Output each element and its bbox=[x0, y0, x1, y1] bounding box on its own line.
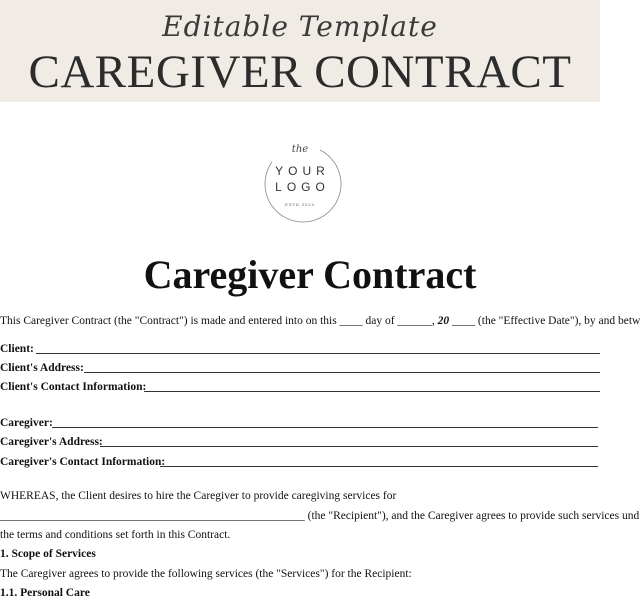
caregiver-address-label: Caregiver's Address: bbox=[0, 436, 103, 448]
whereas-line-1: WHEREAS, the Client desires to hire the Caregiver to provide caregiving services for bbox=[0, 490, 397, 502]
document-title: Caregiver Contract bbox=[143, 252, 477, 297]
logo-small: ESTD 2024 bbox=[285, 202, 315, 207]
header-banner bbox=[0, 0, 600, 102]
logo-line1: YOUR bbox=[275, 164, 330, 178]
banner-subtitle: Editable Template bbox=[162, 10, 438, 43]
intro-paragraph bbox=[0, 314, 640, 328]
intro-text-1: This Caregiver Contract (the "Contract") is made and entered into on this ____ day of ______, bbox=[0, 315, 435, 327]
caregiver-label: Caregiver: bbox=[0, 417, 53, 429]
client-contact-label: Client's Contact Information: bbox=[0, 381, 147, 393]
client-field[interactable] bbox=[36, 353, 600, 354]
section-1-heading: 1. Scope of Services bbox=[0, 548, 96, 560]
intro-text-2: ____ (the "Effective Date"), by and betw bbox=[449, 315, 640, 327]
caregiver-contact-label: Caregiver's Contact Information: bbox=[0, 456, 166, 468]
logo bbox=[258, 140, 342, 224]
whereas-line-2-text: (the "Recipient"), and the Caregiver agrees to provide such services und bbox=[304, 510, 640, 522]
client-address-label: Client's Address: bbox=[0, 362, 84, 374]
logo-line2: LOGO bbox=[275, 180, 330, 194]
section-1-text: The Caregiver agrees to provide the following services (the "Services") for the Recipient: bbox=[0, 568, 412, 580]
caregiver-address-field[interactable] bbox=[100, 446, 598, 447]
whereas-line-3: the terms and conditions set forth in this Contract. bbox=[0, 529, 231, 541]
caregiver-field[interactable] bbox=[52, 427, 598, 428]
logo-the: the bbox=[291, 144, 309, 155]
client-contact-field[interactable] bbox=[144, 391, 600, 392]
client-address-field[interactable] bbox=[84, 372, 600, 373]
banner-title: CAREGIVER CONTRACT bbox=[28, 46, 572, 98]
whereas-line-2 bbox=[0, 509, 639, 523]
section-1-1-heading: 1.1. Personal Care bbox=[0, 587, 90, 599]
client-label: Client: bbox=[0, 343, 34, 355]
intro-year: 20 bbox=[434, 315, 450, 327]
recipient-blank[interactable]: _____________________________________________________ bbox=[0, 510, 305, 522]
caregiver-contact-field[interactable] bbox=[160, 466, 598, 467]
